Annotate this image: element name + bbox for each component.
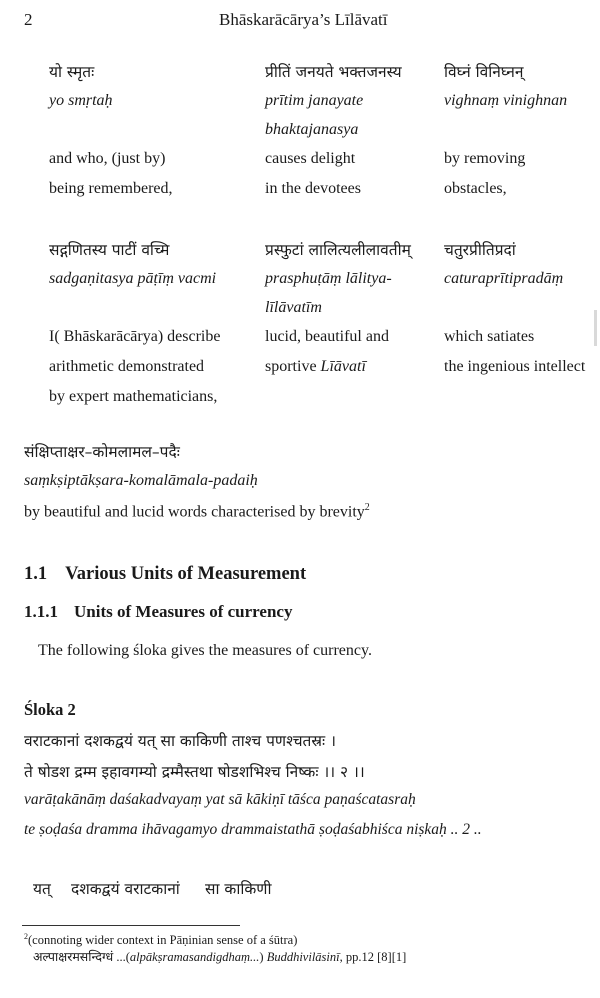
sloka-devanagari-line2: ते षोडश द्रम्म इहावगम्यो द्रम्मैस्तथा षोडशभिश्च निष्कः ।। २ ।।: [24, 763, 365, 781]
footnote-ref: 2: [364, 502, 370, 513]
verse1-col2-translit-line1: prītim janayate: [265, 92, 364, 109]
verse2-col1-translit: sadgaṇitasya pāṭīṃ vacmi: [49, 270, 217, 287]
page-number: 2: [24, 10, 33, 29]
verse2-col1-devanagari: सद्गणितस्य पाटीं वच्मि: [49, 241, 170, 259]
verse1-col3-gloss-line1: by removing: [444, 150, 526, 167]
footnote-italic-a: alpākṣramasandigdhaṃ...: [129, 950, 260, 964]
footnote-text-a: ...(: [113, 950, 130, 964]
footnote-line1-text: (connoting wider context in Pāṇinian sense of a śūtra): [28, 933, 298, 948]
verse2-col3-gloss-line1: which satiates: [444, 328, 535, 345]
page-edge-mark: [594, 310, 597, 346]
footnote-italic-b: Buddhivilāsinī: [266, 950, 340, 964]
verse2-col1-gloss-line2: arithmetic demonstrated: [49, 358, 205, 375]
verse2-col2-gloss-line1: lucid, beautiful and: [265, 328, 389, 345]
verse2-col3-devanagari: चतुरप्रीतिप्रदां: [444, 241, 516, 259]
sloka-translit-line1: varāṭakānāṃ daśakadvayaṃ yat sā kākiṇī tāśca paṇaścatasraḥ: [24, 791, 416, 808]
verse1-col2-devanagari: प्रीतिं जनयते भक्तजनस्य: [265, 63, 402, 81]
verse1-col1-devanagari: यो स्मृतः: [49, 63, 95, 81]
verse3-gloss-text: by beautiful and lucid words characterised by brevity: [24, 503, 365, 521]
verse2-col2-devanagari: प्रस्फुटां लालित्यलीलावतीम्: [265, 241, 411, 259]
verse1-col3-gloss-line2: obstacles,: [444, 180, 507, 197]
running-title: Bhāskarācārya’s Līlāvatī: [219, 10, 388, 29]
section-number: 1.1: [24, 564, 48, 584]
verse3-translit: saṃkṣiptākṣara-komalāmala-padaiḥ: [24, 472, 258, 489]
verse2-col1-gloss-line1: I( Bhāskarācārya) describe: [49, 328, 221, 345]
verse2-col2-translit-line1: prasphuṭāṃ lālitya-: [265, 270, 392, 287]
sloka-translit-line2: te ṣoḍaśa dramma ihāvagamyo drammaistathā ṣoḍaśabhiśca niṣkaḥ .. 2 ..: [24, 821, 482, 838]
verse2-col2-gloss-italic: Līāvatī: [320, 358, 366, 375]
footnote-rule: [22, 925, 240, 926]
verse1-col1-translit: yo smṛtaḥ: [49, 92, 113, 109]
verse3-gloss: [24, 502, 370, 521]
word-split-1: यत्: [33, 880, 51, 898]
footnote-devanagari: अल्पाक्षरमसन्दिग्धं: [33, 949, 114, 964]
footnote-mark: 2: [24, 932, 28, 941]
verse1-col1-gloss-line2: being remembered,: [49, 180, 173, 197]
verse2-col3-translit: caturaprītipradāṃ: [444, 270, 564, 287]
verse2-col2-translit-line2: līlāvatīm: [265, 299, 322, 316]
footnote-text-b: ): [259, 950, 267, 964]
word-split-3: सा काकिणी: [205, 880, 272, 898]
verse1-col3-translit: vighnaṃ vinighnan: [444, 92, 568, 109]
intro-paragraph: The following śloka gives the measures of currency.: [38, 642, 372, 659]
verse1-col2-gloss-line1: causes delight: [265, 150, 356, 167]
subsection-number: 1.1.1: [24, 602, 58, 621]
verse2-col3-gloss-line2: the ingenious intellect: [444, 358, 586, 375]
sloka-devanagari-line1: वराटकानां दशकद्वयं यत् सा काकिणी ताश्च पणश्चतस्रः ।: [24, 732, 336, 750]
subsection-title: Units of Measures of currency: [74, 602, 293, 621]
footnote-line2: [33, 948, 406, 965]
verse3-devanagari: संक्षिप्ताक्षर–कोमलामल–पदैः: [24, 443, 180, 461]
verse2-col2-gloss-text: sportive: [265, 358, 317, 375]
verse1-col3-devanagari: विघ्नं विनिघ्नन्: [444, 63, 524, 81]
verse1-col1-gloss-line1: and who, (just by): [49, 150, 166, 167]
word-split-2: दशकद्वयं वराटकानां: [71, 880, 180, 898]
verse2-col1-gloss-line3: by expert mathematicians,: [49, 388, 218, 405]
verse1-col2-gloss-line2: in the devotees: [265, 180, 361, 197]
footnote-text-c: , pp.12 [8][1]: [339, 950, 407, 964]
verse1-col2-translit-line2: bhaktajanasya: [265, 121, 359, 138]
sloka-heading: Śloka 2: [24, 700, 76, 719]
footnote-line1: [24, 932, 297, 948]
subsection-heading: [24, 602, 292, 622]
verse2-col2-gloss-line2: [265, 358, 366, 376]
section-heading: [24, 564, 306, 585]
section-title: Various Units of Measurement: [65, 564, 307, 584]
